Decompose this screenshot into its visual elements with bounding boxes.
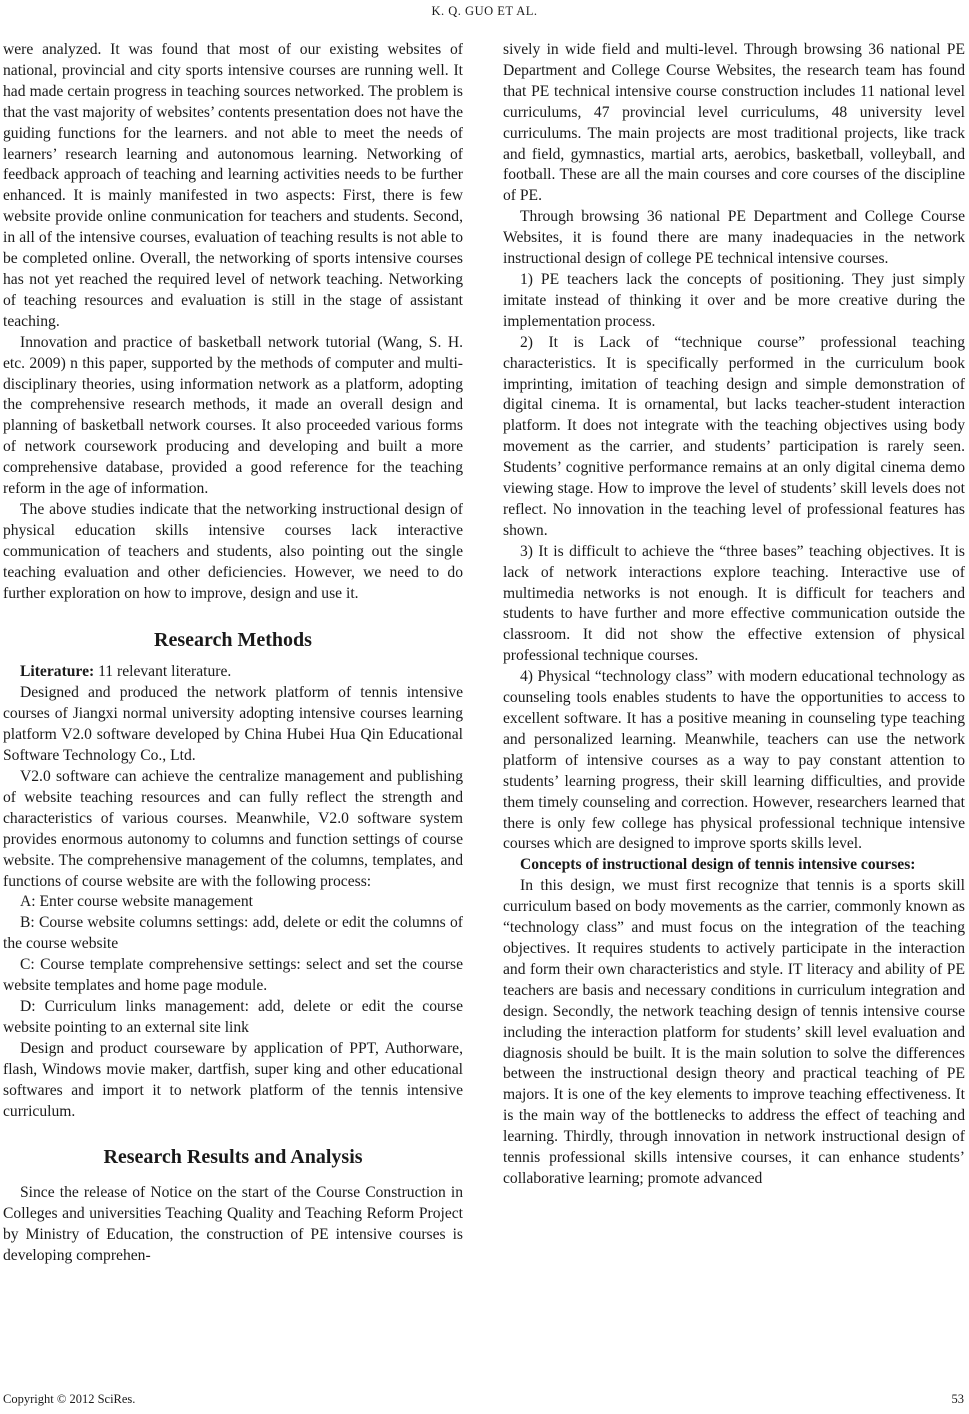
paragraph-studies: The above studies indicate that the networking instructional design of physical education skills intensive courses lack interactive communication of teachers and students, also pointing out the single teaching evaluation and other deficiencies. However, we need to do further exploration on how to improve, design and use it. <box>3 500 463 602</box>
paragraph-courseware: Design and product courseware by application of PPT, Authorware, flash, Windows movie maker, dartfish, super king and other educational softwares and import it to network platform of the tennis intensive curriculum. <box>3 1039 463 1120</box>
literature-label: Literature: <box>20 663 95 681</box>
list-item-2: 2) It is Lack of “technique course” professional teaching characteristics. It is specifically performed in the curriculum book imprinting, imitation of teaching design and simple demonstration of digital cinema. It is ornamental, but lacks teacher-student interaction platform. It does not integrate with the teaching objectives using body movement as the carrier, and students’ participation is rarely seen. Students’ cognitive performance remains at an only digital cinema demo viewing stage. How to improve the level of students’ skill levels does not reflect. No innovation in the teaching level of professional features has shown. <box>503 333 965 539</box>
step-b: B: Course website columns settings: add, delete or edit the columns of the course website <box>3 914 463 953</box>
literature-text: 11 relevant literature. <box>94 663 232 681</box>
paragraph-since: Since the release of Notice on the start of the Course Construction in Colleges and universities Teaching Quality and Teaching Reform Project by Ministry of Education, the construction of PE intensive courses is developing comprehen- <box>3 1184 463 1265</box>
concepts-heading: Concepts of instructional design of tennis intensive courses: <box>520 856 916 874</box>
step-c: C: Course template comprehensive settings: select and set the course website templates and home page module. <box>3 956 463 995</box>
paragraph-literature <box>3 662 463 683</box>
footer-copyright: Copyright © 2012 SciRes. <box>3 1392 136 1406</box>
page-number: 53 <box>951 1392 964 1406</box>
paragraph-browsing: Through browsing 36 national PE Department and College Course Websites, it is found there are many inadequacies in the network instructional design of college PE technical intensive courses. <box>503 208 965 268</box>
list-item-1: 1) PE teachers lack the concepts of positioning. They just simply imitate instead of thinking it over and be more creative during the implementation process. <box>503 270 965 330</box>
list-item-3: 3) It is difficult to achieve the “three bases” teaching objectives. It is lack of network interactions explore teaching. Interactive use of multimedia networks is not enough. It is difficult for teachers and students to have further and more effective communication outside the classroom. It did not show the effective extension of physical professional technique courses. <box>503 542 965 665</box>
paragraph-intro: were analyzed. It was found that most of our existing websites of national, provincial and city sports intensive courses are running well. It had made certain progress in teaching sources networked. The problem is that the vast majority of websites’ contents presentation does not have the guiding functions for the learners. and not able to meet the needs of learners’ research learning and autonomous learning. Networking of feedback approach of teaching and learning activities needs to be further enhanced. It is mainly manifested in two aspects: First, there is few website provide online conmunication for teachers and students. Second, in all of the intensive courses, evaluation of teaching results is not able to be completed online. Overall, the networking of sports intensive courses has not yet reached the required level of network teaching. Networking of teaching resources and evaluation is still in the stage of assistant teaching. <box>3 41 463 330</box>
step-a: A: Enter course website management <box>20 893 253 911</box>
paragraph-v2-software: V2.0 software can achieve the centralize management and publishing of website teaching resources and can fully reflect the strength and characteristics of various courses. Meanwhile, V2.0 software system provides enormous autonomy to columns and function settings of course website. The comprehensive management of the columns, templates, and functions of course website are with the following process: <box>3 768 463 890</box>
heading-research-results: Research Results and Analysis <box>103 1146 363 1169</box>
left-column <box>3 40 463 1267</box>
heading-research-methods: Research Methods <box>154 629 312 652</box>
paragraph-continued: sively in wide field and multi-level. Through browsing 36 national PE Department and College Course Websites, the research team has found that PE technical intensive course construction includes 11 national level curriculums, 47 provincial level curriculums, 48 university level curriculums. The main projects are most traditional projects, like track and field, gymnastics, martial arts, aerobics, basketball, volleyball, and football. These are all the main courses and core courses of the discipline of PE. <box>503 41 965 205</box>
step-d: D: Curriculum links management: add, delete or edit the course website pointing to an external site link <box>3 997 463 1036</box>
paragraph-designed: Designed and produced the network platform of tennis intensive courses of Jiangxi normal university adopting intensive courses learning platform V2.0 software developed by China Hubei Hua Qin Educational Software Technology Co., Ltd. <box>3 684 463 765</box>
running-head: K. Q. GUO ET AL. <box>431 4 538 18</box>
list-item-4: 4) Physical “technology class” with modern educational technology as counseling tools enables students to have the opportunities to access to excellent software. It has a positive meaning in counseling type teaching and personalized learning. Meanwhile, teachers can use the network platform of intensive courses as a way to pay constant attention to students’ learning progress, their skill learning difficulties, and provide them timely counseling and correction. However, researchers learned that there is only few college has physical professional technique intensive courses which are designed to improve sports skills level. <box>503 668 965 853</box>
paragraph-basketball: Innovation and practice of basketball network tutorial (Wang, S. H. etc. 2009) n this paper, supported by the methods of computer and multi-disciplinary theories, using information network as a platform, adopting the comprehensive research methods, it made an overall design and planning of basketball network courses. It also proceeded various forms of network coursework producing and developing and built a more comprehensive database, provided a good reference for the teaching reform in the age of information. <box>3 333 463 498</box>
right-column <box>503 40 965 1190</box>
paragraph-design: In this design, we must first recognize that tennis is a sports skill curriculum based on body movements as the carrier, commonly known as “technology class” and must focus on the integration of the teaching objectives. It requires students to actively participate in the interaction and form their own characteristics and style. IT literacy and ability of PE teachers are basis and necessary conditions in curriculum integration and design. Secondly, the network teaching design of tennis intensive course including the interaction platform for students’ skill level evaluation and diagnosis should be built. It is the main solution to solve the differences between the instructional design theory and practical teaching of PE majors. It is one of the key elements to improve teaching effectiveness. It is the main way of the bottlenecks to address the effect of teaching and learning. Thirdly, through innovation in network instructional design of tennis professional skills intensive courses, it can enhance students’ collaborative learning; promote advanced <box>503 877 965 1187</box>
